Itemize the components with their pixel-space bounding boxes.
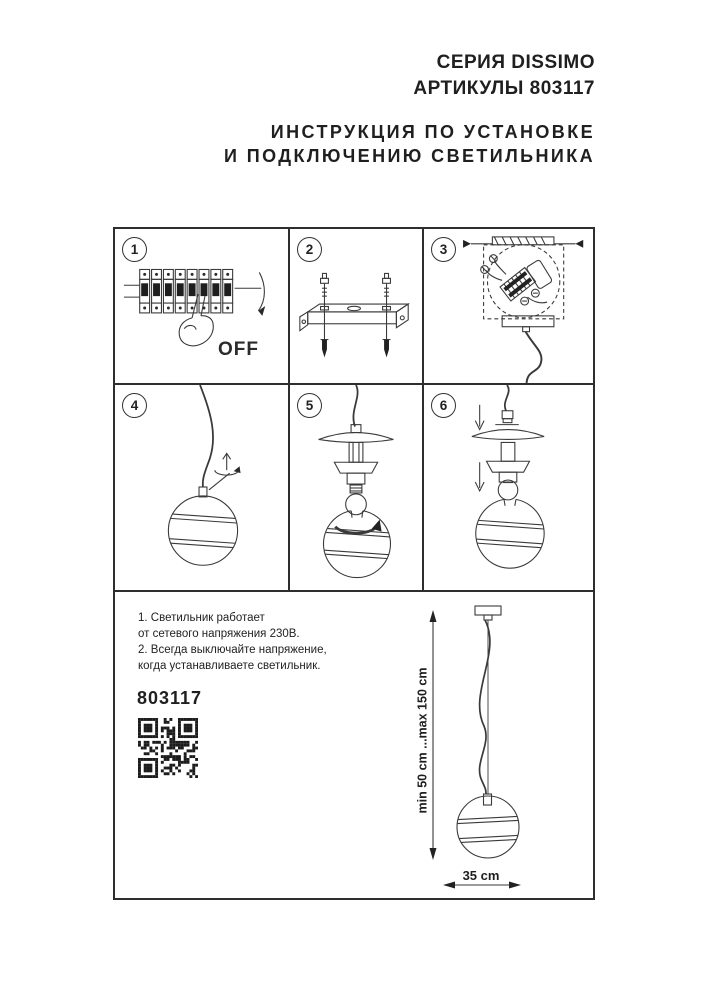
globe-bands	[169, 514, 237, 548]
pendant-dimensions-drawing	[405, 598, 595, 896]
article-number: 803117	[137, 688, 203, 708]
note-line: от сетевого напряжения 230В.	[138, 628, 300, 640]
instruction-title-line2: И ПОДКЛЮЧЕНИЮ СВЕТИЛЬНИКА	[224, 146, 595, 166]
light-bulb-icon	[498, 480, 518, 500]
instruction-title-line1: ИНСТРУКЦИЯ ПО УСТАНОВКЕ	[270, 122, 595, 142]
step-panel-2	[290, 229, 424, 383]
step-panel-6	[424, 385, 593, 590]
series-title: СЕРИЯ DISSIMO	[436, 52, 595, 73]
steps-row-1	[115, 229, 593, 385]
step-number: 5	[305, 398, 314, 413]
safety-notes	[138, 610, 327, 674]
instruction-title	[224, 120, 595, 168]
step-number-badge	[122, 237, 147, 262]
globe-bands	[457, 816, 519, 842]
pointing-hand-icon	[179, 294, 213, 346]
step-number-badge	[431, 237, 456, 262]
step-panel-1	[115, 229, 290, 383]
light-bulb-icon	[346, 485, 367, 515]
height-range-label: min 50 cm ...max 150 cm	[415, 667, 430, 814]
step-number: 2	[305, 242, 314, 257]
width-label: 35 cm	[462, 868, 500, 883]
step-number-badge	[297, 393, 322, 418]
step-number-badge	[431, 393, 456, 418]
step-number-badge	[122, 393, 147, 418]
down-arrow-icon	[475, 462, 484, 491]
off-arrow-icon	[258, 272, 265, 315]
rotation-arrow-icon	[215, 453, 241, 475]
screw-icon	[383, 273, 391, 357]
steps-row-2	[115, 385, 593, 592]
step-number: 4	[130, 398, 139, 413]
step-number: 1	[130, 242, 139, 257]
step-panel-3	[424, 229, 593, 383]
articles-title: АРТИКУЛЫ 803117	[413, 78, 595, 99]
info-panel	[115, 592, 593, 896]
screw-icon	[321, 273, 329, 357]
globe-bands	[476, 520, 544, 547]
terminal-block-icon	[500, 268, 535, 301]
down-arrow-icon	[475, 405, 484, 430]
off-label: OFF	[218, 339, 259, 360]
step-number: 6	[439, 398, 448, 413]
steps-grid	[113, 227, 595, 900]
step-number-badge	[297, 237, 322, 262]
height-dimension-line	[430, 610, 437, 860]
step-panel-5	[290, 385, 424, 590]
qr-code	[138, 718, 198, 778]
header	[413, 50, 595, 102]
note-line: когда устанавливаете светильник.	[138, 660, 321, 672]
note-line: 1. Светильник работает	[138, 612, 265, 624]
note-line: 2. Всегда выключайте напряжение,	[138, 644, 327, 656]
step-number: 3	[439, 242, 448, 257]
step-panel-4	[115, 385, 290, 590]
